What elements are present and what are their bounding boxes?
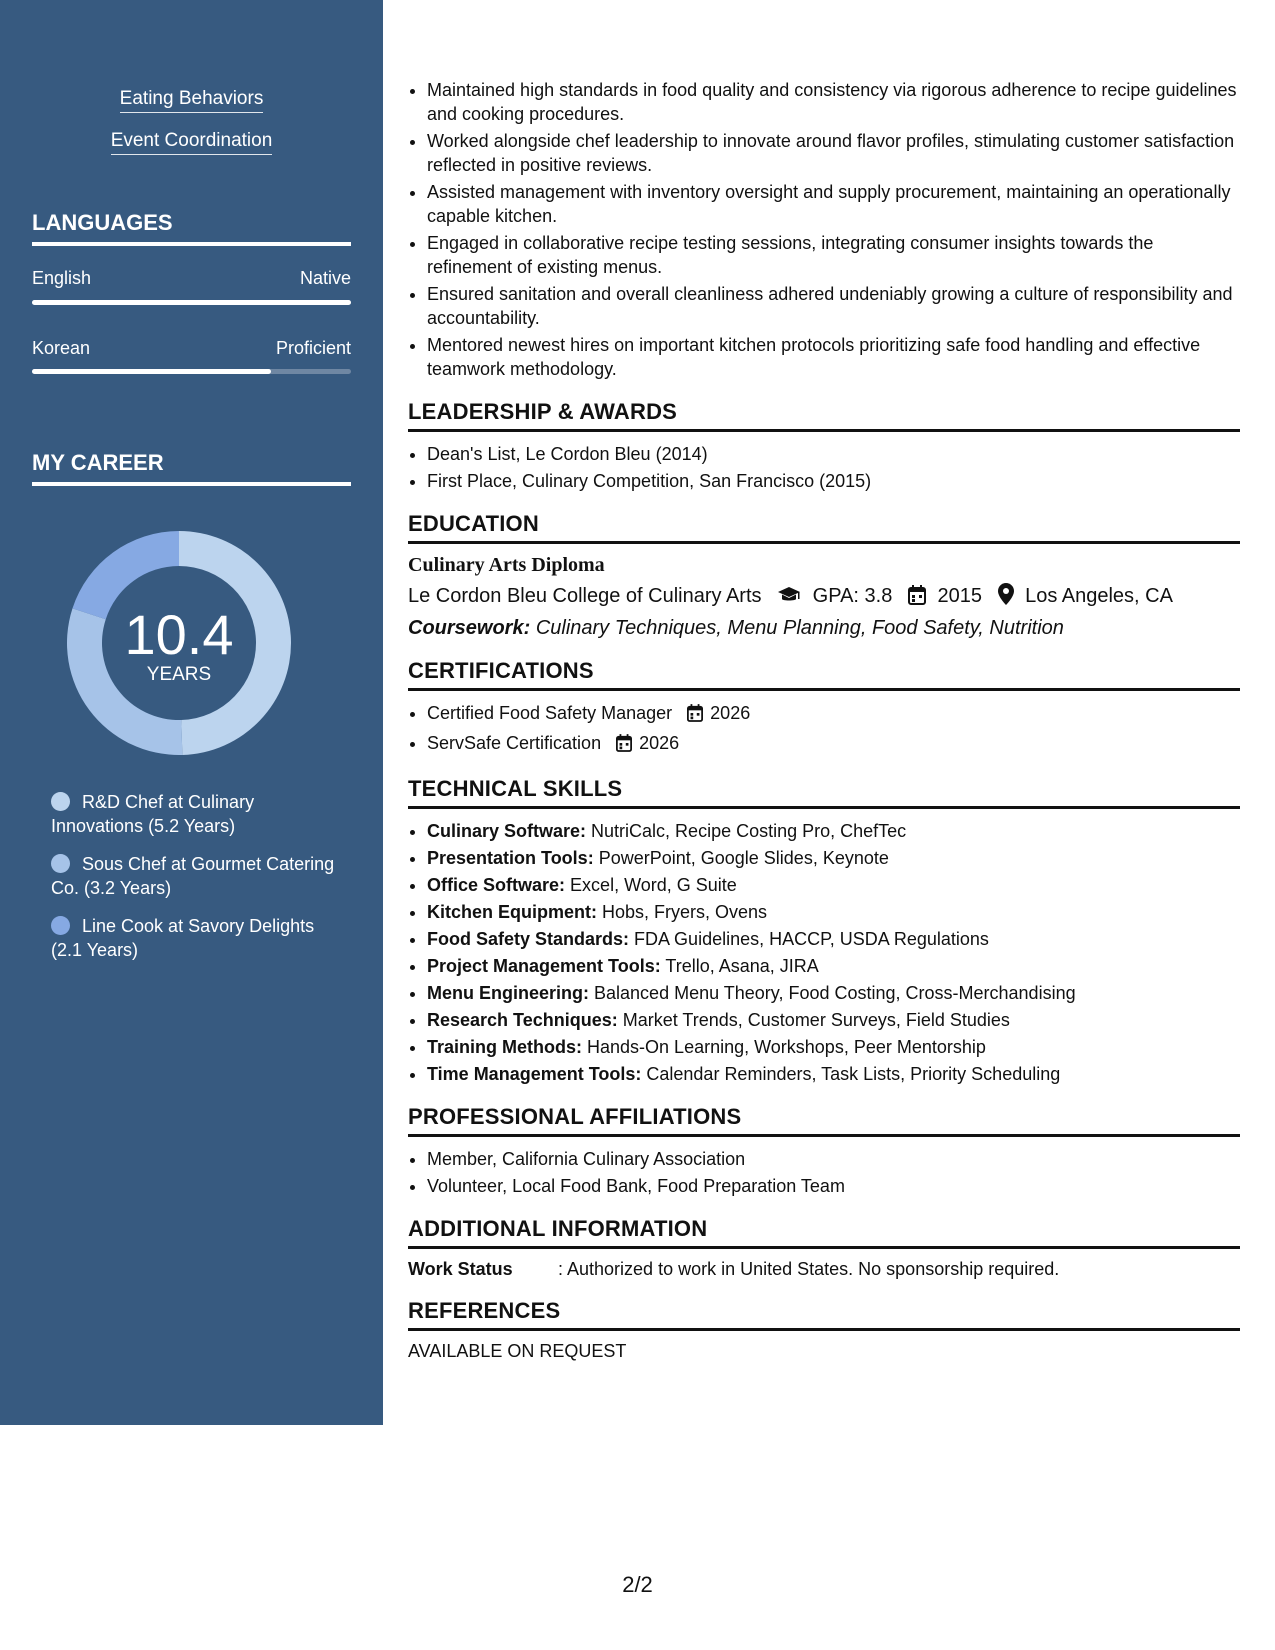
technical-skills-list: [408, 819, 1240, 1086]
experience-bullet: • Maintained high standards in food quality and consistency via rigorous adherence to recipe guidelines and cooking procedures.: [427, 78, 1240, 126]
skill-value: Hobs, Fryers, Ovens: [602, 902, 768, 922]
leadership-list: [408, 442, 1240, 493]
education-year: 2015: [937, 585, 982, 607]
career-item: [51, 790, 341, 838]
skill-item: [427, 873, 1240, 897]
skill-value: Calendar Reminders, Task Lists, Priority Scheduling: [646, 1064, 1061, 1084]
career-item: [51, 914, 341, 962]
skill-link-eating-behaviors[interactable]: Eating Behaviors: [120, 88, 264, 113]
career-total-unit: YEARS: [146, 664, 212, 685]
certification-name: Certified Food Safety Manager: [427, 703, 673, 723]
affiliations-list: [408, 1147, 1240, 1198]
donut-center: [66, 530, 292, 756]
work-status-row: [408, 1259, 1240, 1280]
skill-link-event-coordination[interactable]: Event Coordination: [111, 130, 273, 155]
graduation-cap-icon: [777, 585, 801, 611]
skill-value: Excel, Word, G Suite: [570, 875, 737, 895]
skill-item: [427, 1062, 1240, 1086]
skill-item: [427, 981, 1240, 1005]
career-item-label: Sous Chef at Gourmet Catering Co. (3.2 Years): [51, 854, 335, 898]
language-bar-korean: [32, 369, 351, 374]
experience-bullet: • Worked alongside chef leadership to innovate around flavor profiles, stimulating customer satisfaction reflected in positive reviews.: [427, 129, 1240, 177]
certifications-heading: CERTIFICATIONS: [408, 658, 1240, 691]
skill-value: Market Trends, Customer Surveys, Field Studies: [622, 1010, 1010, 1030]
language-row-korean: [32, 338, 351, 359]
skill-value: NutriCalc, Recipe Costing Pro, ChefTec: [591, 821, 907, 841]
leadership-heading: LEADERSHIP & AWARDS: [408, 399, 1240, 432]
calendar-icon: [687, 704, 703, 728]
skill-label: Office Software:: [427, 875, 566, 895]
coursework-label: Coursework:: [408, 617, 531, 639]
career-legend: [51, 790, 341, 976]
career-item: [51, 852, 341, 900]
career-item-label: R&D Chef at Culinary Innovations (5.2 Years): [51, 792, 255, 836]
legend-dot-icon: [51, 792, 70, 811]
skill-value: PowerPoint, Google Slides, Keynote: [598, 848, 889, 868]
skill-label: Culinary Software:: [427, 821, 587, 841]
work-status-value: : Authorized to work in United States. No sponsorship required.: [558, 1259, 1060, 1279]
skill-label: Project Management Tools:: [427, 956, 661, 976]
calendar-icon: [908, 585, 926, 611]
education-degree: Culinary Arts Diploma: [408, 554, 605, 576]
language-level: Proficient: [275, 338, 351, 358]
additional-info-heading: ADDITIONAL INFORMATION: [408, 1216, 1240, 1249]
education-location: Los Angeles, CA: [1025, 585, 1173, 607]
language-bar-fill: [32, 369, 271, 374]
experience-bullets: [408, 78, 1240, 381]
skill-label: Presentation Tools:: [427, 848, 594, 868]
experience-bullet: • Mentored newest hires on important kitchen protocols prioritizing safe food handling and effective teamwork methodology.: [427, 333, 1240, 381]
career-total-years: 10.4: [124, 603, 234, 666]
skill-links: [0, 88, 383, 172]
language-bar-fill: [32, 300, 351, 305]
experience-bullet: • Assisted management with inventory oversight and supply procurement, maintaining an operationally capable kitchen.: [427, 180, 1240, 228]
skill-label: Research Techniques:: [427, 1010, 618, 1030]
certification-item: [427, 731, 1240, 758]
affiliation-item: • Member, California Culinary Association: [427, 1147, 1240, 1171]
certification-year: 2026: [639, 733, 680, 753]
certification-item: [427, 701, 1240, 728]
experience-bullet: • Ensured sanitation and overall cleanliness adhered undeniably growing a culture of responsibility and accountability.: [427, 282, 1240, 330]
skill-value: Hands-On Learning, Workshops, Peer Mentorship: [587, 1037, 986, 1057]
language-row-english: [32, 268, 351, 289]
skill-label: Training Methods:: [427, 1037, 582, 1057]
education-school: Le Cordon Bleu College of Culinary Arts: [408, 585, 762, 607]
references-text: AVAILABLE ON REQUEST: [408, 1341, 627, 1361]
experience-bullet: • Engaged in collaborative recipe testing sessions, integrating consumer insights towards the refinement of existing menus.: [427, 231, 1240, 279]
language-level: Native: [299, 268, 351, 288]
leadership-item: • Dean's List, Le Cordon Bleu (2014): [427, 442, 1240, 466]
career-heading: MY CAREER: [32, 450, 351, 486]
skill-item: [427, 927, 1240, 951]
skill-value: Balanced Menu Theory, Food Costing, Cross-Merchandising: [594, 983, 1076, 1003]
education-details: [408, 583, 1240, 611]
skill-label: Menu Engineering:: [427, 983, 589, 1003]
certification-year: 2026: [710, 703, 751, 723]
skill-item: [427, 1035, 1240, 1059]
career-item-label: Line Cook at Savory Delights (2.1 Years): [51, 916, 315, 960]
language-name: Korean: [32, 338, 91, 358]
references-heading: REFERENCES: [408, 1298, 1240, 1331]
education-gpa: GPA: 3.8: [812, 585, 893, 607]
legend-dot-icon: [51, 916, 70, 935]
skill-label: Time Management Tools:: [427, 1064, 642, 1084]
education-coursework: [408, 617, 1240, 640]
language-name: English: [32, 268, 92, 288]
certifications-list: [408, 701, 1240, 758]
skill-item: [427, 1008, 1240, 1032]
skill-label: Food Safety Standards:: [427, 929, 630, 949]
skill-value: FDA Guidelines, HACCP, USDA Regulations: [634, 929, 989, 949]
certification-name: ServSafe Certification: [427, 733, 602, 753]
affiliations-heading: PROFESSIONAL AFFILIATIONS: [408, 1104, 1240, 1137]
skill-label: Kitchen Equipment:: [427, 902, 597, 922]
skill-item: [427, 846, 1240, 870]
career-donut-chart: [66, 530, 292, 756]
coursework-value: Culinary Techniques, Menu Planning, Food Safety, Nutrition: [535, 617, 1064, 639]
skill-item: [427, 954, 1240, 978]
location-pin-icon: [998, 583, 1014, 611]
work-status-label: Work Status: [408, 1259, 513, 1279]
technical-skills-heading: TECHNICAL SKILLS: [408, 776, 1240, 809]
sidebar: [0, 0, 383, 1425]
language-bar-english: [32, 300, 351, 305]
skill-value: Trello, Asana, JIRA: [665, 956, 819, 976]
main-content: [408, 78, 1240, 1362]
education-heading: EDUCATION: [408, 511, 1240, 544]
legend-dot-icon: [51, 854, 70, 873]
page-number: 2/2: [622, 1572, 653, 1597]
languages-heading: LANGUAGES: [32, 210, 351, 246]
leadership-item: • First Place, Culinary Competition, San Francisco (2015): [427, 469, 1240, 493]
skill-item: [427, 900, 1240, 924]
affiliation-item: • Volunteer, Local Food Bank, Food Preparation Team: [427, 1174, 1240, 1198]
skill-item: [427, 819, 1240, 843]
calendar-icon: [616, 734, 632, 758]
